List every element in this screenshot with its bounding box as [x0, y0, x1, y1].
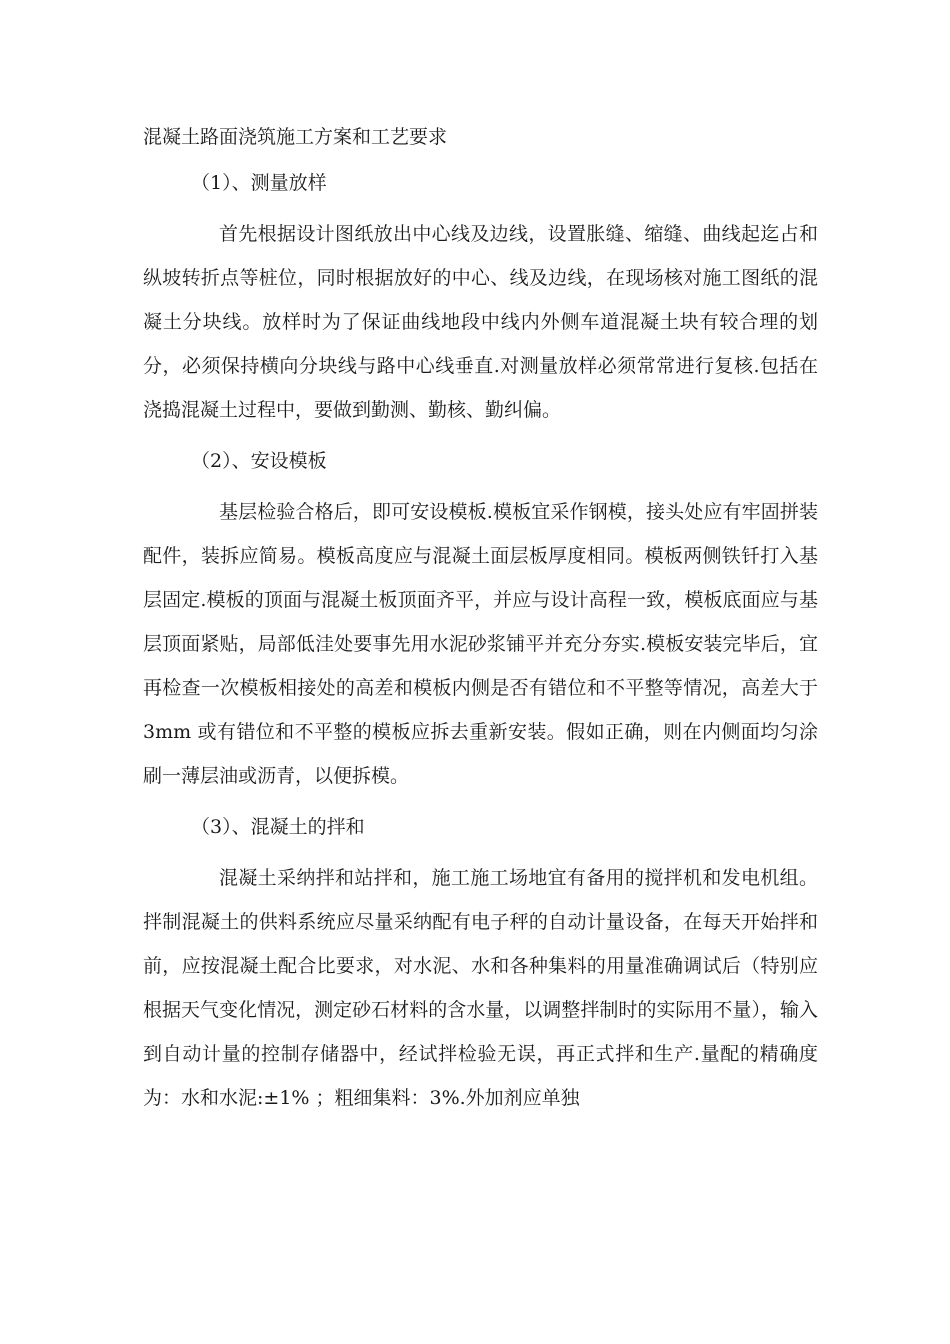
section-heading: （1）、测量放样: [191, 172, 327, 194]
section-paragraph: 混凝土采纳拌和站拌和，施工施工场地宜有备用的搅拌机和发电机组。拌制混凝土的供料系统应尽量采纳配有电子秤的自动计量设备，在每天开始拌和前，应按混凝土配合比要求，对水泥、水和各种集料的用量准确调试后（特别应根据天气变化情况，测定砂石材料的含水量，以调整拌制时的实际用不量），输入到自动计量的控制存储器中，经试拌检验无误，再正式拌和生产.量配的精确度为：水和水泥:±1% ；粗细集料：3%.外加剂应单独: [143, 867, 818, 1109]
section-mixing: [143, 810, 818, 1120]
section-formwork: [143, 444, 818, 798]
section-survey: [143, 166, 818, 432]
section-heading: （3）、混凝土的拌和: [191, 816, 365, 838]
document-title: 混凝土路面浇筑施工方案和工艺要求: [143, 126, 448, 148]
document-page: [143, 120, 818, 1120]
section-heading: （2）、安设模板: [191, 450, 327, 472]
section-paragraph: 首先根据设计图纸放出中心线及边线，设置胀缝、缩缝、曲线起迄占和纵坡转折点等桩位，同时根据放好的中心、线及边线，在现场核对施工图纸的混凝土分块线。放样时为了保证曲线地段中线内外侧车道混凝土块有较合理的划分，必须保持横向分块线与路中心线垂直.对测量放样必须常常进行复核.包括在浇捣混凝土过程中，要做到勤测、勤核、勤纠偏。: [143, 223, 818, 421]
section-paragraph: 基层检验合格后，即可安设模板.模板宜采作钢模，接头处应有牢固拼装配件，装拆应简易。模板高度应与混凝土面层板厚度相同。模板两侧铁钎打入基层固定.模板的顶面与混凝土板顶面齐平，并应与设计高程一致，模板底面应与基层顶面紧贴，局部低洼处要事先用水泥砂浆铺平并充分夯实.模板安装完毕后，宜再检查一次模板相接处的高差和模板内侧是否有错位和不平整等情况，高差大于 3mm 或有错位和不平整的模板应拆去重新安装。假如正确，则在内侧面均匀涂刷一薄层油或沥青，以便拆模。: [143, 501, 818, 787]
